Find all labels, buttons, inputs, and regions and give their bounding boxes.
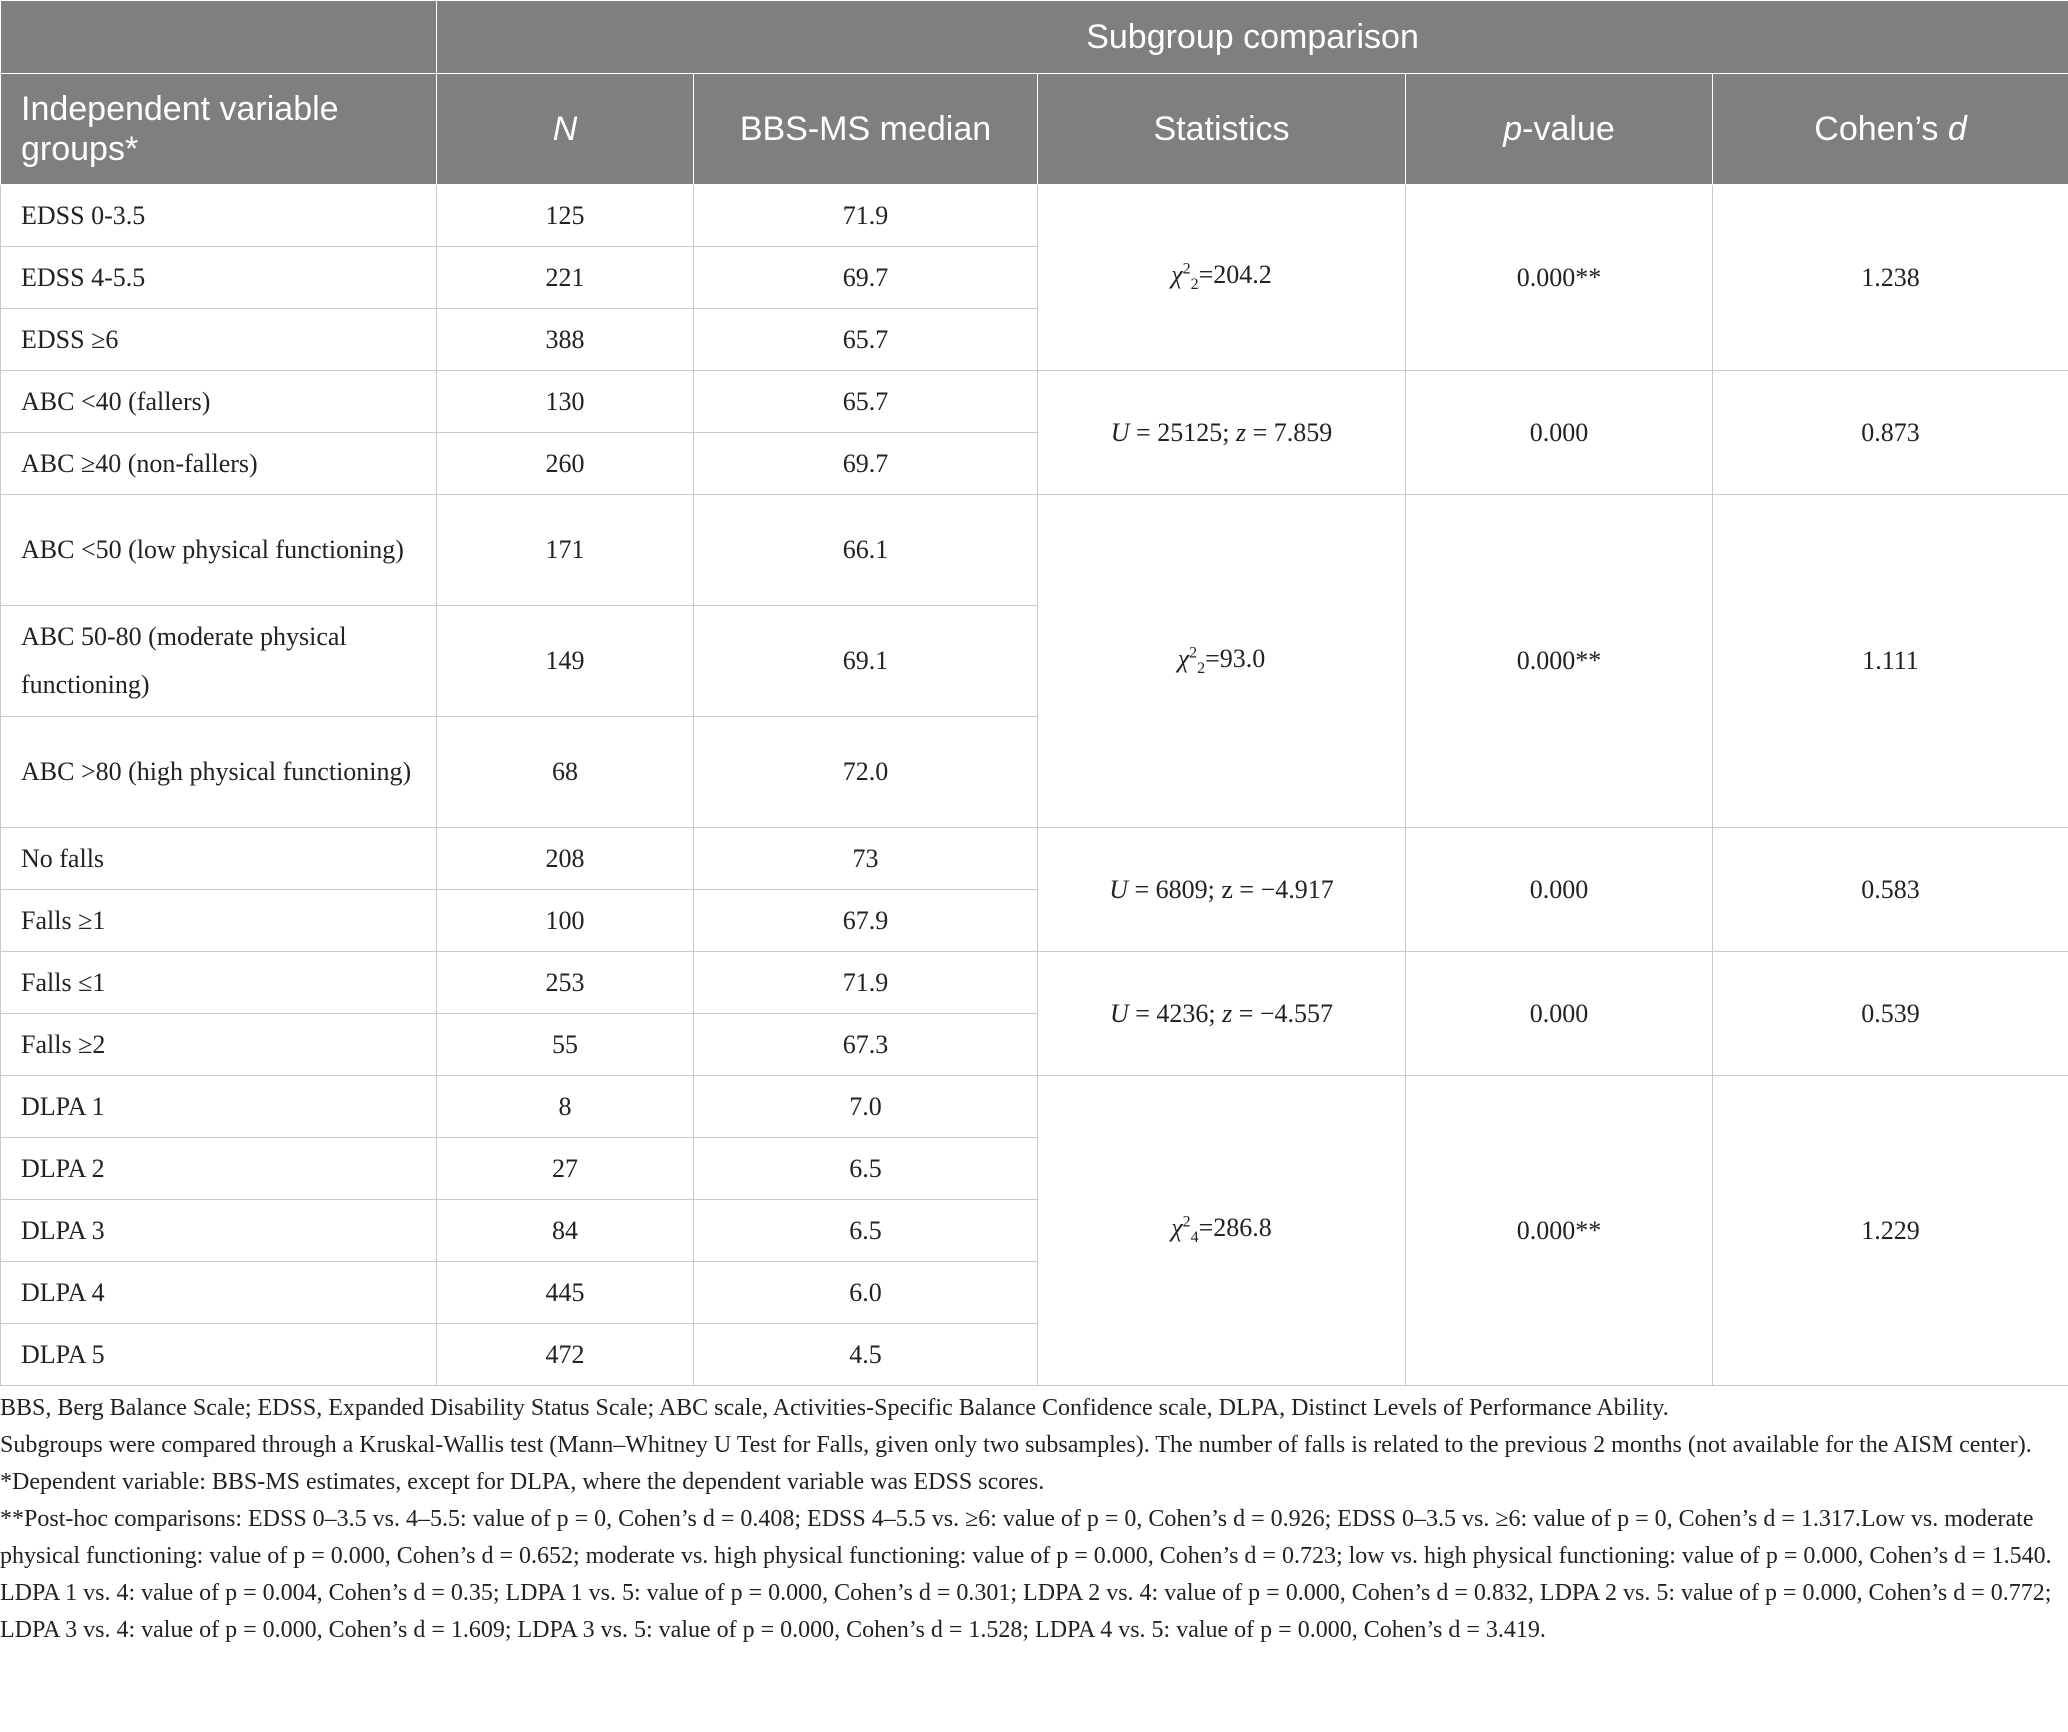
chi-sub: 4 (1190, 1229, 1199, 1247)
row-group: ABC >80 (high physical functioning) (1, 717, 437, 828)
header-blank-cell (1, 1, 437, 74)
d-falls-2: 0.539 (1713, 952, 2068, 1076)
row-group: ABC <50 (low physical functioning) (1, 495, 437, 606)
row-median: 69.7 (694, 247, 1038, 309)
row-n: 84 (437, 1200, 694, 1262)
row-n: 472 (437, 1324, 694, 1386)
stat-value: =93.0 (1205, 643, 1266, 673)
row-n: 55 (437, 1014, 694, 1076)
row-group: No falls (1, 828, 437, 890)
stat-dlpa (1038, 1076, 1406, 1386)
z-label: z (1235, 417, 1247, 447)
row-median: 73 (694, 828, 1038, 890)
p-falls-1: 0.000 (1406, 828, 1713, 952)
p-abc-functioning: 0.000** (1406, 495, 1713, 828)
row-n: 260 (437, 433, 694, 495)
row-group: EDSS 0-3.5 (1, 185, 437, 247)
z-value: = −4.557 (1232, 998, 1334, 1028)
row-group: Falls ≤1 (1, 952, 437, 1014)
row-median: 69.7 (694, 433, 1038, 495)
chi-symbol: χ (1171, 260, 1183, 290)
row-group: Falls ≥2 (1, 1014, 437, 1076)
chi-sup: 2 (1189, 644, 1198, 662)
row-group: EDSS 4-5.5 (1, 247, 437, 309)
row-median: 67.3 (694, 1014, 1038, 1076)
row-median: 67.9 (694, 890, 1038, 952)
header-statistics: Statistics (1038, 74, 1406, 185)
row-median: 7.0 (694, 1076, 1038, 1138)
header-n-label: N (552, 109, 578, 148)
row-n: 8 (437, 1076, 694, 1138)
row-group: EDSS ≥6 (1, 309, 437, 371)
header-independent-variable: Independent variable groups* (1, 74, 437, 185)
row-n: 208 (437, 828, 694, 890)
row-n: 445 (437, 1262, 694, 1324)
row-median: 4.5 (694, 1324, 1038, 1386)
footnote-method: Subgroups were compared through a Kruskal-Wallis test (Mann–Whitney U Test for Falls, given only two subsamples). The number of falls is related to the previous 2 months (not available for the AISM center). (0, 1432, 2032, 1458)
row-n: 253 (437, 952, 694, 1014)
u-value: = 4236; (1128, 998, 1223, 1028)
row-n: 171 (437, 495, 694, 606)
row-group: ABC ≥40 (non-fallers) (1, 433, 437, 495)
row-median: 72.0 (694, 717, 1038, 828)
footnote-abbreviations: BBS, Berg Balance Scale; EDSS, Expanded Disability Status Scale; ABC scale, Activities-Specific Balance Confidence scale, DLPA, Distinct Levels of Performance Ability. (0, 1395, 1669, 1421)
u-label: U (1110, 417, 1130, 447)
row-n: 130 (437, 371, 694, 433)
footnote-ldpa: LDPA 1 vs. 4: value of p = 0.004, Cohen’s d = 0.35; LDPA 1 vs. 5: value of p = 0.000, Cohen’s d = 0.301; LDPA 2 vs. 4: value of p = 0.000, Cohen’s d = 0.832, LDPA 2 vs. 5: value of p = 0.000, Cohen’s d = 0.772; LDPA 3 vs. 4: value of p = 0.000, Cohen’s d = 1.609; LDPA 3 vs. 5: value of p = 0.000, Cohen’s d = 1.528; LDPA 4 vs. 5: value of p = 0.000, Cohen’s d = 3.419. (0, 1580, 2052, 1643)
row-n: 125 (437, 185, 694, 247)
row-n: 27 (437, 1138, 694, 1200)
row-group: DLPA 4 (1, 1262, 437, 1324)
d-abc-fallers: 0.873 (1713, 371, 2068, 495)
u-label: U (1109, 998, 1129, 1028)
row-group: DLPA 1 (1, 1076, 437, 1138)
chi-sup: 2 (1182, 1213, 1191, 1231)
stat-value: =204.2 (1198, 260, 1272, 290)
chi-sub: 2 (1190, 276, 1199, 294)
footnote-dependent-variable: *Dependent variable: BBS-MS estimates, except for DLPA, where the dependent variable was EDSS scores. (0, 1469, 1045, 1495)
row-group: ABC 50-80 (moderate physical functioning) (1, 606, 437, 717)
d-dlpa: 1.229 (1713, 1076, 2068, 1386)
d-edss: 1.238 (1713, 185, 2068, 371)
stat-falls-2 (1038, 952, 1406, 1076)
header-bbs-ms-median: BBS-MS median (694, 74, 1038, 185)
z-value: = 7.859 (1246, 417, 1333, 447)
row-median: 69.1 (694, 606, 1038, 717)
u-label: U (1109, 874, 1128, 904)
row-group: DLPA 2 (1, 1138, 437, 1200)
u-value: = 25125; (1129, 417, 1236, 447)
header-cohens-d (1713, 74, 2068, 185)
row-median: 6.5 (694, 1200, 1038, 1262)
row-group: ABC <40 (fallers) (1, 371, 437, 433)
row-median: 65.7 (694, 371, 1038, 433)
row-n: 149 (437, 606, 694, 717)
p-falls-2: 0.000 (1406, 952, 1713, 1076)
header-p-italic: p (1503, 109, 1523, 148)
row-median: 71.9 (694, 185, 1038, 247)
row-median: 71.9 (694, 952, 1038, 1014)
header-d-italic: d (1947, 109, 1967, 148)
header-p-rest: -value (1522, 109, 1615, 148)
stat-falls-1 (1038, 828, 1406, 952)
row-n: 100 (437, 890, 694, 952)
row-median: 6.0 (694, 1262, 1038, 1324)
row-median: 65.7 (694, 309, 1038, 371)
row-n: 68 (437, 717, 694, 828)
table-footnotes (0, 1390, 2060, 1649)
header-subgroup-comparison: Subgroup comparison (437, 1, 2068, 74)
stat-abc-functioning (1038, 495, 1406, 828)
z-label: z (1222, 998, 1233, 1028)
stat-value: =286.8 (1198, 1213, 1272, 1243)
row-n: 221 (437, 247, 694, 309)
row-group: DLPA 5 (1, 1324, 437, 1386)
u-value: = 6809; z = −4.917 (1128, 874, 1334, 904)
d-abc-functioning: 1.111 (1713, 495, 2068, 828)
row-group: DLPA 3 (1, 1200, 437, 1262)
header-n (437, 74, 694, 185)
d-falls-1: 0.583 (1713, 828, 2068, 952)
row-median: 66.1 (694, 495, 1038, 606)
header-p-value (1406, 74, 1713, 185)
chi-sup: 2 (1182, 260, 1191, 278)
p-dlpa: 0.000** (1406, 1076, 1713, 1386)
p-edss: 0.000** (1406, 185, 1713, 371)
chi-symbol: χ (1177, 643, 1190, 673)
row-group: Falls ≥1 (1, 890, 437, 952)
chi-sub: 2 (1197, 660, 1206, 678)
p-abc-fallers: 0.000 (1406, 371, 1713, 495)
row-n: 388 (437, 309, 694, 371)
chi-symbol: χ (1171, 1213, 1183, 1243)
header-d-text: Cohen’s (1814, 109, 1948, 148)
footnote-posthoc: **Post-hoc comparisons: EDSS 0–3.5 vs. 4–5.5: value of p = 0, Cohen’s d = 0.408; EDSS 4–5.5 vs. ≥6: value of p = 0, Cohen’s d = 0.926; EDSS 0–3.5 vs. ≥6: value of p = 0, Cohen’s d = 1.317.Low vs. moderate physical functioning: value of p = 0.000, Cohen’s d = 0.652; moderate vs. high physical functioning: value of p = 0.000, Cohen’s d = 0.723; low vs. high physical functioning: value of p = 0.000, Cohen’s d = 1.540. (0, 1506, 2052, 1569)
stat-edss (1038, 185, 1406, 371)
row-median: 6.5 (694, 1138, 1038, 1200)
stat-abc-fallers (1038, 371, 1406, 495)
